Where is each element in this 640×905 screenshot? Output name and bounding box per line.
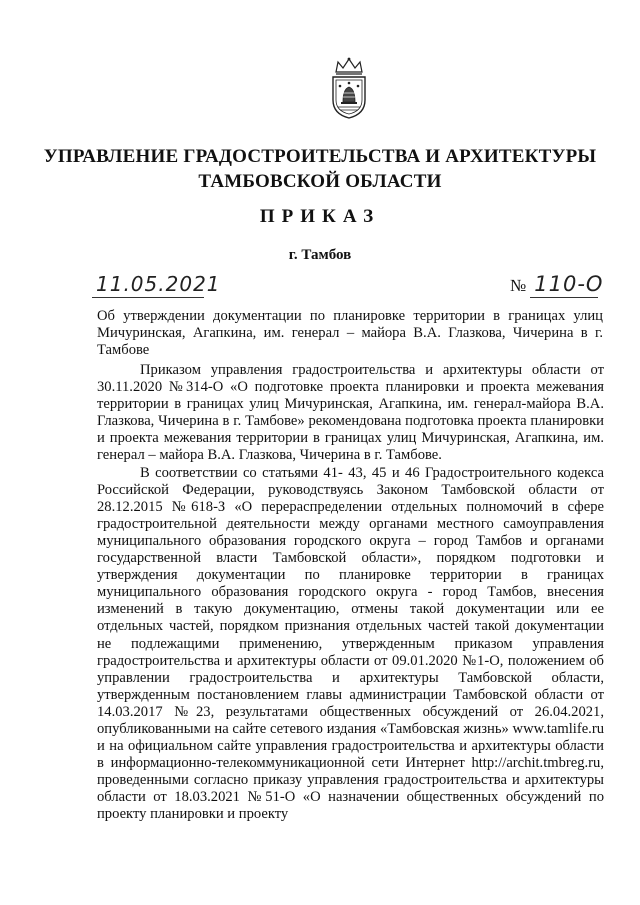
document-type: ПРИКАЗ [259,206,381,227]
tambov-coat-of-arms-icon [328,56,370,120]
body-paragraph: Приказом управления градостроительства и архитектуры области от 30.11.2020 №314-О «О подготовке проекта планировки и проекта межевания территории в границах улиц Мичуринская, Агапкина, им. генерал-майора В.А. Глазкова, Чичерина в г. Тамбове» рекомендована подготовка проекта планировки и проекта межевания территории в границах улиц Мичуринская, Агапкина, им. генерал – майора В.А. Глазкова, Чичерина в г. Тамбове. [97,362,604,464]
organization-name [40,144,600,194]
date-underline [92,297,204,298]
body-paragraph: В соответствии со статьями 41- 43, 45 и 46 Градостроительного кодекса Российской Федерации, руководствуясь Законом Тамбовской области от 28.12.2015 №618-З «О перераспределении отдельных полномочий в сфере градостроительной деятельности между органами местного самоуправления муниципального образования городского округа – город Тамбов и органами государственной власти Тамбовской области», порядком подготовки и утверждения документации по планировке территории в границах муниципального образования городского округа - город Тамбов, внесения изменений в такую документацию, отмены такой документации или ее отдельных частей, порядком признания отдельных частей такой документации не подлежащими применению, утвержденным приказом управления градостроительства и архитектуры области от 09.01.2020 №1-О, положением об управлении градостроительства и архитектуры Тамбовской области, утвержденным постановлением главы администрации Тамбовской области от 14.03.2017 №23, результатами общественных обсуждений от 26.04.2021, опубликованными на сайте сетевого издания «Тамбовская жизнь» www.tamlife.ru и на официальном сайте управления градостроительства и архитектуры области в информационно-телекоммуникационной сети Интернет http://archit.tmbreg.ru, проведенными согласно приказу управления градостроительства и архитектуры области от 18.03.2021 №51-О «О назначении общественных обсуждений по проекту планировки и проекту [97,464,604,823]
order-date: 11.05.2021 [96,272,221,296]
number-sign: № [510,276,527,295]
organization-name-line1: УПРАВЛЕНИЕ ГРАДОСТРОИТЕЛЬСТВА И АРХИТЕКТУРЫ [43,146,597,167]
order-number [510,272,603,296]
city: г. Тамбов [288,247,352,263]
organization-name-line2: ТАМБОВСКОЙ ОБЛАСТИ [198,171,442,192]
order-number-value: 110-О [534,272,604,296]
order-subject: Об утверждении документации по планировке территории в границах улиц Мичуринская, Агапкина, им. генерал – майора В.А. Глазкова, Чичерина в г. Тамбове [97,308,603,358]
number-underline [530,297,598,298]
order-body [97,362,604,824]
